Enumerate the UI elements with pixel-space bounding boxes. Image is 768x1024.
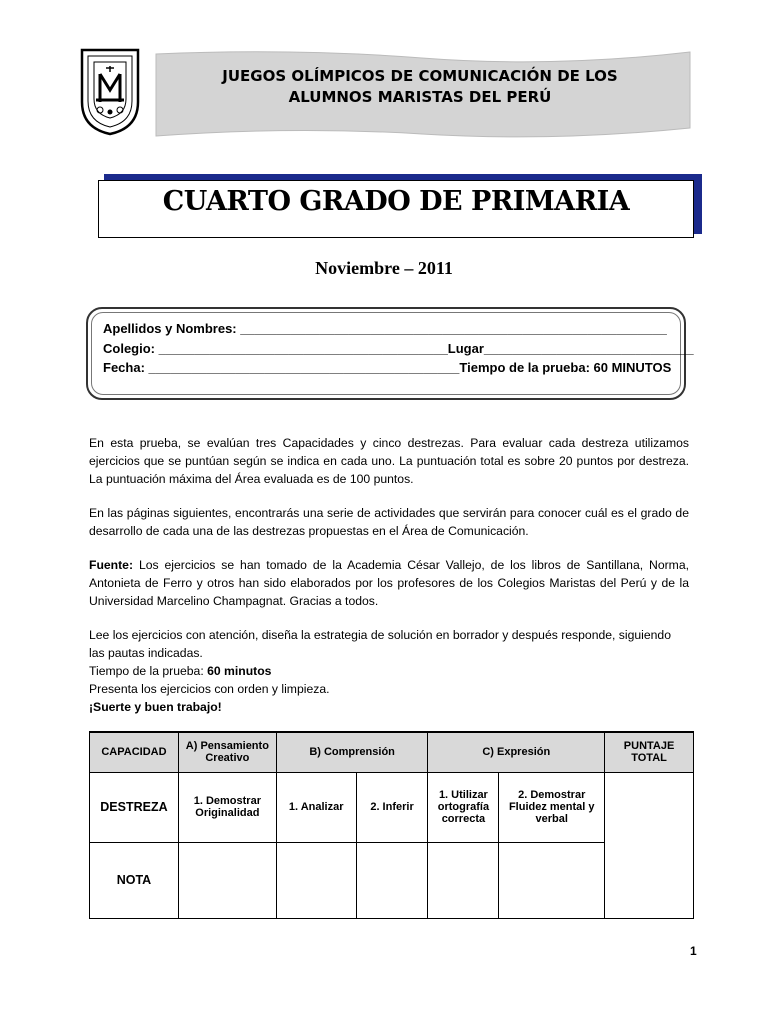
nota-cell[interactable] [499,842,605,918]
banner-line-1: JUEGOS OLÍMPICOS DE COMUNICACIÓN DE LOS [222,67,618,85]
intro-paragraph: En esta prueba, se evalúan tres Capacidades y cinco destrezas. Para evaluar cada destreza utilizamos ejercicios que se puntúan según se indica en cada uno. La puntuación total es sobre 20 puntos por destreza. La puntuación máxima del Área evaluada es de 100 puntos. [89,436,689,486]
time-label: Tiempo de la prueba: [89,664,208,678]
destreza-row [90,772,694,842]
instructions-line-3: Presenta los ejercicios con orden y limpieza. [89,682,330,696]
student-name-field[interactable]: Apellidos y Nombres: ___________________________________________________________ [103,321,667,336]
source-text: Los ejercicios se han tomado de la Academia César Vallejo, de los libros de Santillana, Norma, Antonieta de Ferro y otros han sido elaborados por los profesores de los Colegios Maristas del Perú y de la Universidad Marcelino Champagnat. Gracias a todos. [89,558,689,608]
comprension-header: B) Comprensión [276,732,428,772]
destreza-cell: 1. Demostrar Originalidad [178,772,276,842]
capacidad-header: CAPACIDAD [90,732,179,772]
exam-date: Noviembre – 2011 [315,258,453,278]
puntaje-total-cell[interactable] [605,772,694,918]
good-luck-text: ¡Suerte y buen trabajo! [89,700,222,714]
nota-cell[interactable] [276,842,356,918]
table-header-row [90,732,694,772]
nota-cell[interactable] [428,842,499,918]
pensamiento-header: A) Pensamiento Creativo [178,732,276,772]
destreza-cell: 1. Utilizar ortografía correcta [428,772,499,842]
instructions-paragraph [89,626,689,716]
time-value: 60 minutos [207,664,272,678]
score-table [89,731,694,919]
school-crest-logo [78,44,142,136]
puntaje-header: PUNTAJE TOTAL [605,732,694,772]
destreza-cell: 1. Analizar [276,772,356,842]
nota-row [90,842,694,918]
page-number: 1 [690,944,697,958]
activities-paragraph: En las páginas siguientes, encontrarás una serie de actividades que servirán para conocer cuál es el grado de desarrollo de cada una de las destrezas propuestas en el Área de Comunicación. [89,506,689,538]
date-time-field[interactable]: Fecha: ___________________________________________Tiempo de la prueba: 60 MINUTOS [103,360,672,375]
competition-title [160,66,680,108]
source-paragraph [89,556,689,610]
source-label: Fuente: [89,558,134,572]
destreza-label: DESTREZA [90,772,179,842]
banner-line-2: ALUMNOS MARISTAS DEL PERÚ [288,88,552,106]
instructions-time [89,662,689,680]
expresion-header: C) Expresión [428,732,605,772]
destreza-cell: 2. Inferir [356,772,428,842]
grade-title: CUARTO GRADO DE PRIMARIA [162,186,630,217]
destreza-cell: 2. Demostrar Fluidez mental y verbal [499,772,605,842]
nota-cell[interactable] [356,842,428,918]
school-place-field[interactable]: Colegio: ________________________________________Lugar_____________________________ [103,341,694,356]
nota-cell[interactable] [178,842,276,918]
nota-label: NOTA [90,842,179,918]
instructions-line-1: Lee los ejercicios con atención, diseña la estrategia de solución en borrador y después responde, siguiendo las pautas indicadas. [89,628,671,660]
